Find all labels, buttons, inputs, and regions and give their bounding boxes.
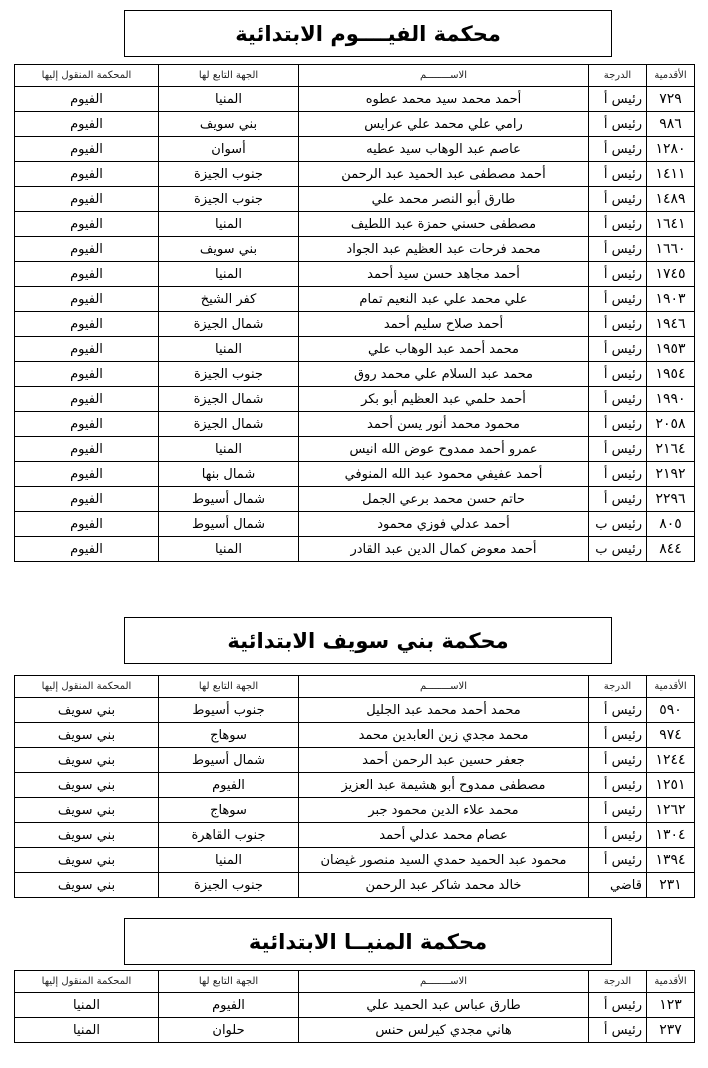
name-cell: حاتم حسن محمد برعي الجمل [299, 487, 589, 512]
from-court-cell: الفيوم [159, 773, 299, 798]
to-court-cell: الفيوم [15, 237, 159, 262]
name-cell: محمد عبد السلام علي محمد روق [299, 362, 589, 387]
seniority-cell: ٢١٩٢ [647, 462, 695, 487]
grade-cell: رئيس أ [589, 698, 647, 723]
header-from-court: الجهة التابع لها [159, 676, 299, 698]
grade-cell: رئيس أ [589, 487, 647, 512]
to-court-cell: الفيوم [15, 437, 159, 462]
from-court-cell: المنيا [159, 437, 299, 462]
name-cell: أحمد عدلي فوزي محمود [299, 512, 589, 537]
seniority-cell: ١٢٤٤ [647, 748, 695, 773]
to-court-cell: الفيوم [15, 537, 159, 562]
from-court-cell: المنيا [159, 87, 299, 112]
to-court-cell: الفيوم [15, 487, 159, 512]
header-from-court: الجهة التابع لها [159, 971, 299, 993]
seniority-cell: ٧٢٩ [647, 87, 695, 112]
name-cell: أحمد محمد سيد محمد عطوه [299, 87, 589, 112]
from-court-cell: المنيا [159, 337, 299, 362]
from-court-cell: شمال أسيوط [159, 748, 299, 773]
table-row [15, 487, 695, 512]
seniority-cell: ٨٤٤ [647, 537, 695, 562]
to-court-cell: الفيوم [15, 412, 159, 437]
header-to-court: المحكمة المنقول إليها [15, 65, 159, 87]
seniority-cell: ١٢٣ [647, 993, 695, 1018]
name-cell: عمرو أحمد ممدوح عوض الله انيس [299, 437, 589, 462]
seniority-cell: ١٧٤٥ [647, 262, 695, 287]
name-cell: محمد أحمد محمد عبد الجليل [299, 698, 589, 723]
name-cell: أحمد عفيفي محمود عبد الله المنوفي [299, 462, 589, 487]
table-row [15, 312, 695, 337]
seniority-cell: ٥٩٠ [647, 698, 695, 723]
grade-cell: رئيس أ [589, 312, 647, 337]
seniority-cell: ١٦٦٠ [647, 237, 695, 262]
seniority-cell: ٢١٦٤ [647, 437, 695, 462]
seniority-cell: ٢٣٧ [647, 1018, 695, 1043]
from-court-cell: المنيا [159, 262, 299, 287]
from-court-cell: سوهاج [159, 798, 299, 823]
to-court-cell: الفيوم [15, 462, 159, 487]
name-cell: محمود محمد أنور يسن أحمد [299, 412, 589, 437]
grade-cell: رئيس أ [589, 187, 647, 212]
table-row [15, 412, 695, 437]
grade-cell: رئيس أ [589, 262, 647, 287]
seniority-cell: ١٢٨٠ [647, 137, 695, 162]
grade-cell: رئيس أ [589, 387, 647, 412]
to-court-cell: الفيوم [15, 212, 159, 237]
table-row [15, 1018, 695, 1043]
header-to-court: المحكمة المنقول إليها [15, 676, 159, 698]
table-row [15, 337, 695, 362]
from-court-cell: الفيوم [159, 993, 299, 1018]
grade-cell: رئيس أ [589, 362, 647, 387]
header-name: الاســــــــم [299, 971, 589, 993]
from-court-cell: بني سويف [159, 112, 299, 137]
table-row [15, 773, 695, 798]
name-cell: رامي علي محمد علي عرايس [299, 112, 589, 137]
header-to-court: المحكمة المنقول إليها [15, 971, 159, 993]
to-court-cell: بني سويف [15, 798, 159, 823]
seniority-cell: ١٢٥١ [647, 773, 695, 798]
table-header-row [15, 65, 695, 87]
to-court-cell: الفيوم [15, 362, 159, 387]
grade-cell: رئيس أ [589, 462, 647, 487]
header-name: الاســــــــم [299, 676, 589, 698]
name-cell: محمود عبد الحميد حمدي السيد منصور غيضان [299, 848, 589, 873]
table-row [15, 537, 695, 562]
from-court-cell: سوهاج [159, 723, 299, 748]
header-grade: الدرجة [589, 676, 647, 698]
table-row [15, 262, 695, 287]
from-court-cell: جنوب أسيوط [159, 698, 299, 723]
seniority-cell: ٢٠٥٨ [647, 412, 695, 437]
grade-cell: رئيس أ [589, 137, 647, 162]
table-row [15, 162, 695, 187]
to-court-cell: الفيوم [15, 312, 159, 337]
table-row [15, 362, 695, 387]
name-cell: أحمد مجاهد حسن سيد أحمد [299, 262, 589, 287]
seniority-cell: ١٩٩٠ [647, 387, 695, 412]
seniority-cell: ٩٨٦ [647, 112, 695, 137]
to-court-cell: بني سويف [15, 723, 159, 748]
seniority-cell: ١٢٦٢ [647, 798, 695, 823]
seniority-cell: ٨٠٥ [647, 512, 695, 537]
to-court-cell: الفيوم [15, 162, 159, 187]
transfers-table [14, 970, 695, 1043]
name-cell: أحمد مصطفى عبد الحميد عبد الرحمن [299, 162, 589, 187]
to-court-cell: بني سويف [15, 773, 159, 798]
seniority-cell: ٢٢٩٦ [647, 487, 695, 512]
grade-cell: رئيس ب [589, 512, 647, 537]
from-court-cell: شمال الجيزة [159, 387, 299, 412]
header-seniority: الأقدمية [647, 65, 695, 87]
to-court-cell: بني سويف [15, 848, 159, 873]
to-court-cell: المنيا [15, 993, 159, 1018]
name-cell: محمد مجدي زين العابدين محمد [299, 723, 589, 748]
transfers-table [14, 64, 695, 562]
table-row [15, 748, 695, 773]
table-header-row [15, 676, 695, 698]
seniority-cell: ١٦٤١ [647, 212, 695, 237]
seniority-cell: ١٤٨٩ [647, 187, 695, 212]
to-court-cell: الفيوم [15, 387, 159, 412]
table-row [15, 512, 695, 537]
grade-cell: رئيس أ [589, 723, 647, 748]
name-cell: محمد أحمد عبد الوهاب علي [299, 337, 589, 362]
from-court-cell: جنوب الجيزة [159, 873, 299, 898]
from-court-cell: المنيا [159, 212, 299, 237]
name-cell: عاصم عبد الوهاب سيد عطيه [299, 137, 589, 162]
table-row [15, 823, 695, 848]
from-court-cell: جنوب الجيزة [159, 187, 299, 212]
grade-cell: رئيس أ [589, 823, 647, 848]
grade-cell: رئيس أ [589, 287, 647, 312]
seniority-cell: ١٩٥٤ [647, 362, 695, 387]
grade-cell: رئيس أ [589, 1018, 647, 1043]
table-row [15, 87, 695, 112]
table-row [15, 798, 695, 823]
name-cell: هاني مجدي كيرلس حنس [299, 1018, 589, 1043]
table-row [15, 287, 695, 312]
from-court-cell: جنوب الجيزة [159, 362, 299, 387]
from-court-cell: شمال أسيوط [159, 487, 299, 512]
to-court-cell: بني سويف [15, 698, 159, 723]
table-row [15, 437, 695, 462]
to-court-cell: بني سويف [15, 748, 159, 773]
name-cell: طارق عباس عبد الحميد علي [299, 993, 589, 1018]
from-court-cell: شمال الجيزة [159, 412, 299, 437]
from-court-cell: شمال الجيزة [159, 312, 299, 337]
grade-cell: رئيس أ [589, 848, 647, 873]
to-court-cell: الفيوم [15, 262, 159, 287]
from-court-cell: المنيا [159, 848, 299, 873]
table-row [15, 387, 695, 412]
table-row [15, 112, 695, 137]
to-court-cell: بني سويف [15, 823, 159, 848]
table-row [15, 848, 695, 873]
grade-cell: رئيس أ [589, 162, 647, 187]
seniority-cell: ١٩٠٣ [647, 287, 695, 312]
grade-cell: رئيس أ [589, 773, 647, 798]
from-court-cell: حلوان [159, 1018, 299, 1043]
seniority-cell: ١٩٥٣ [647, 337, 695, 362]
section-title: محكمة المنيــا الابتدائية [124, 918, 612, 965]
seniority-cell: ٩٧٤ [647, 723, 695, 748]
name-cell: أحمد معوض كمال الدين عبد القادر [299, 537, 589, 562]
from-court-cell: المنيا [159, 537, 299, 562]
grade-cell: رئيس أ [589, 412, 647, 437]
to-court-cell: المنيا [15, 1018, 159, 1043]
grade-cell: رئيس أ [589, 437, 647, 462]
from-court-cell: شمال أسيوط [159, 512, 299, 537]
to-court-cell: الفيوم [15, 287, 159, 312]
grade-cell: رئيس ب [589, 537, 647, 562]
from-court-cell: شمال بنها [159, 462, 299, 487]
header-seniority: الأقدمية [647, 676, 695, 698]
header-grade: الدرجة [589, 65, 647, 87]
name-cell: أحمد حلمي عبد العظيم أبو بكر [299, 387, 589, 412]
name-cell: مصطفى حسني حمزة عبد اللطيف [299, 212, 589, 237]
name-cell: محمد علاء الدين محمود جبر [299, 798, 589, 823]
name-cell: علي محمد علي عبد النعيم تمام [299, 287, 589, 312]
header-from-court: الجهة التابع لها [159, 65, 299, 87]
name-cell: عصام محمد عدلي أحمد [299, 823, 589, 848]
grade-cell: قاضي [589, 873, 647, 898]
to-court-cell: الفيوم [15, 137, 159, 162]
to-court-cell: بني سويف [15, 873, 159, 898]
table-header-row [15, 971, 695, 993]
from-court-cell: جنوب الجيزة [159, 162, 299, 187]
grade-cell: رئيس أ [589, 87, 647, 112]
to-court-cell: الفيوم [15, 87, 159, 112]
table-row [15, 993, 695, 1018]
table-row [15, 698, 695, 723]
name-cell: خالد محمد شاكر عبد الرحمن [299, 873, 589, 898]
seniority-cell: ١٤١١ [647, 162, 695, 187]
grade-cell: رئيس أ [589, 993, 647, 1018]
from-court-cell: جنوب القاهرة [159, 823, 299, 848]
seniority-cell: ١٣٩٤ [647, 848, 695, 873]
section-title: محكمة الفيــــوم الابتدائية [124, 10, 612, 57]
to-court-cell: الفيوم [15, 337, 159, 362]
table-row [15, 873, 695, 898]
table-row [15, 137, 695, 162]
header-name: الاســــــــم [299, 65, 589, 87]
header-seniority: الأقدمية [647, 971, 695, 993]
name-cell: أحمد صلاح سليم أحمد [299, 312, 589, 337]
name-cell: محمد فرحات عبد العظيم عبد الجواد [299, 237, 589, 262]
grade-cell: رئيس أ [589, 237, 647, 262]
seniority-cell: ٢٣١ [647, 873, 695, 898]
from-court-cell: بني سويف [159, 237, 299, 262]
table-row [15, 237, 695, 262]
header-grade: الدرجة [589, 971, 647, 993]
table-row [15, 462, 695, 487]
from-court-cell: كفر الشيخ [159, 287, 299, 312]
transfers-table [14, 675, 695, 898]
from-court-cell: أسوان [159, 137, 299, 162]
to-court-cell: الفيوم [15, 187, 159, 212]
table-row [15, 187, 695, 212]
to-court-cell: الفيوم [15, 512, 159, 537]
seniority-cell: ١٩٤٦ [647, 312, 695, 337]
to-court-cell: الفيوم [15, 112, 159, 137]
grade-cell: رئيس أ [589, 748, 647, 773]
section-title: محكمة بني سويف الابتدائية [124, 617, 612, 664]
name-cell: جعفر حسين عبد الرحمن أحمد [299, 748, 589, 773]
seniority-cell: ١٣٠٤ [647, 823, 695, 848]
table-row [15, 723, 695, 748]
grade-cell: رئيس أ [589, 112, 647, 137]
grade-cell: رئيس أ [589, 337, 647, 362]
name-cell: طارق أبو النصر محمد علي [299, 187, 589, 212]
table-row [15, 212, 695, 237]
grade-cell: رئيس أ [589, 212, 647, 237]
grade-cell: رئيس أ [589, 798, 647, 823]
name-cell: مصطفى ممدوح أبو هشيمة عبد العزيز [299, 773, 589, 798]
